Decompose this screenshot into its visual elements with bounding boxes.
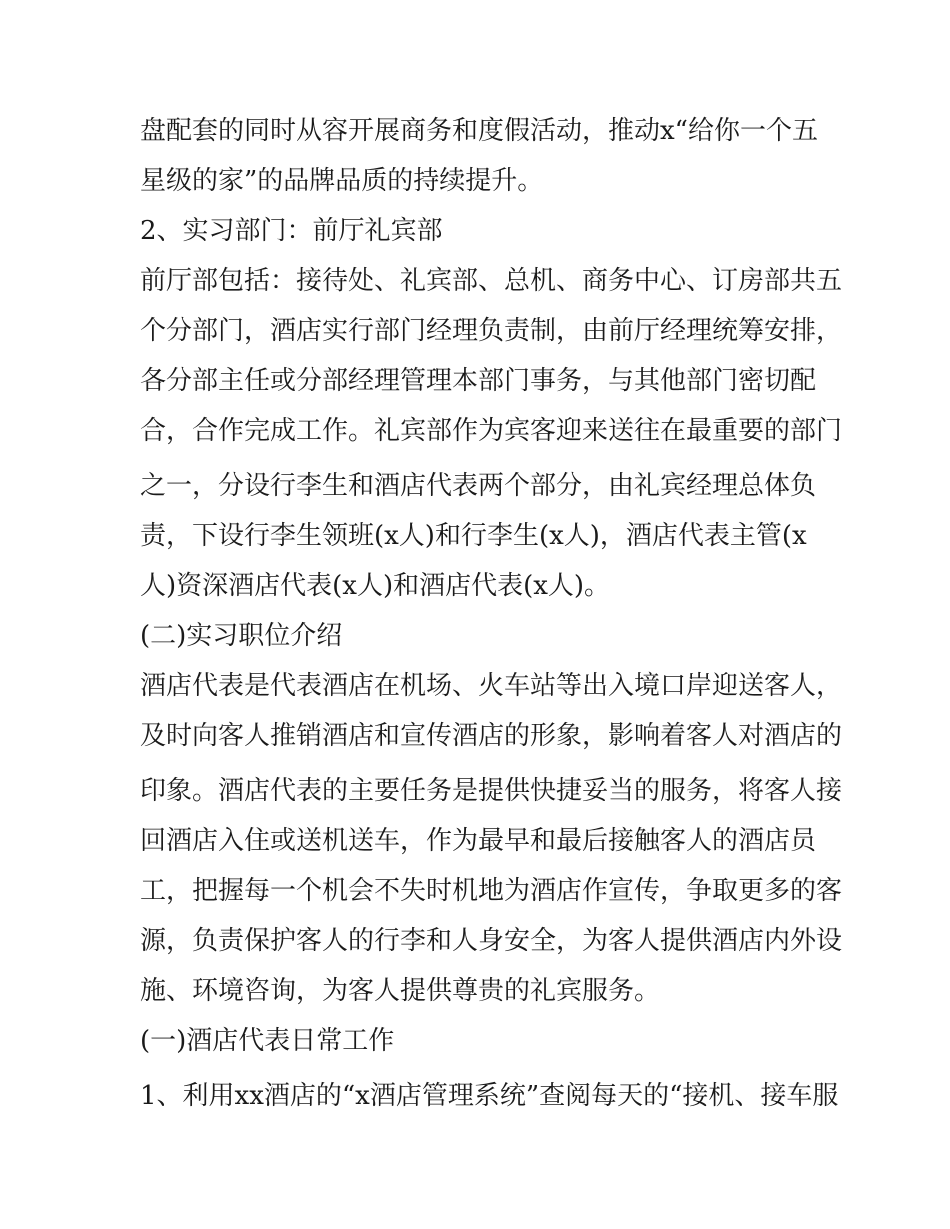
text-line: 盘配套的同时从容开展商务和度假活动，推动x“给你一个五 — [140, 116, 818, 146]
text-line: 人)资深酒店代表(x人)和酒店代表(x人)。 — [140, 571, 611, 601]
text-line: 前厅部包括：接待处、礼宾部、总机、商务中心、订房部共五 — [140, 266, 843, 296]
text-line: 及时向客人推销酒店和宣传酒店的形象，影响着客人对酒店的 — [140, 721, 843, 751]
text-line: 源，负责保护客人的行李和人身安全，为客人提供酒店内外设 — [140, 926, 843, 956]
text-line: 各分部主任或分部经理管理本部门事务，与其他部门密切配 — [140, 366, 817, 396]
text-line: 责，下设行李生领班(x人)和行李生(x人)，酒店代表主管(x — [140, 521, 807, 551]
text-line: 个分部门，酒店实行部门经理负责制，由前厅经理统筹安排， — [140, 316, 843, 346]
text-line: 合，合作完成工作。礼宾部作为宾客迎来送往在最重要的部门 — [140, 416, 843, 446]
section-heading: (一)酒店代表日常工作 — [140, 1026, 395, 1056]
text-line: 施、环境咨询，为客人提供尊贵的礼宾服务。 — [140, 976, 661, 1006]
text-line: 工，把握每一个机会不失时机地为酒店作宣传，争取更多的客 — [140, 876, 843, 906]
text-line: 酒店代表是代表酒店在机场、火车站等出入境口岸迎送客人， — [140, 671, 843, 701]
section-heading: (二)实习职位介绍 — [140, 621, 343, 651]
text-line: 回酒店入住或送机送车，作为最早和最后接触客人的酒店员 — [140, 826, 817, 856]
text-line: 1、利用xx酒店的“x酒店管理系统”查阅每天的“接机、接车服 — [140, 1081, 839, 1111]
section-heading: 2、实习部门：前厅礼宾部 — [140, 216, 443, 246]
text-line: 星级的家”的品牌品质的持续提升。 — [140, 166, 544, 196]
text-line: 印象。酒店代表的主要任务是提供快捷妥当的服务，将客人接 — [140, 776, 843, 806]
text-line: 之一，分设行李生和酒店代表两个部分，由礼宾经理总体负 — [140, 471, 817, 501]
